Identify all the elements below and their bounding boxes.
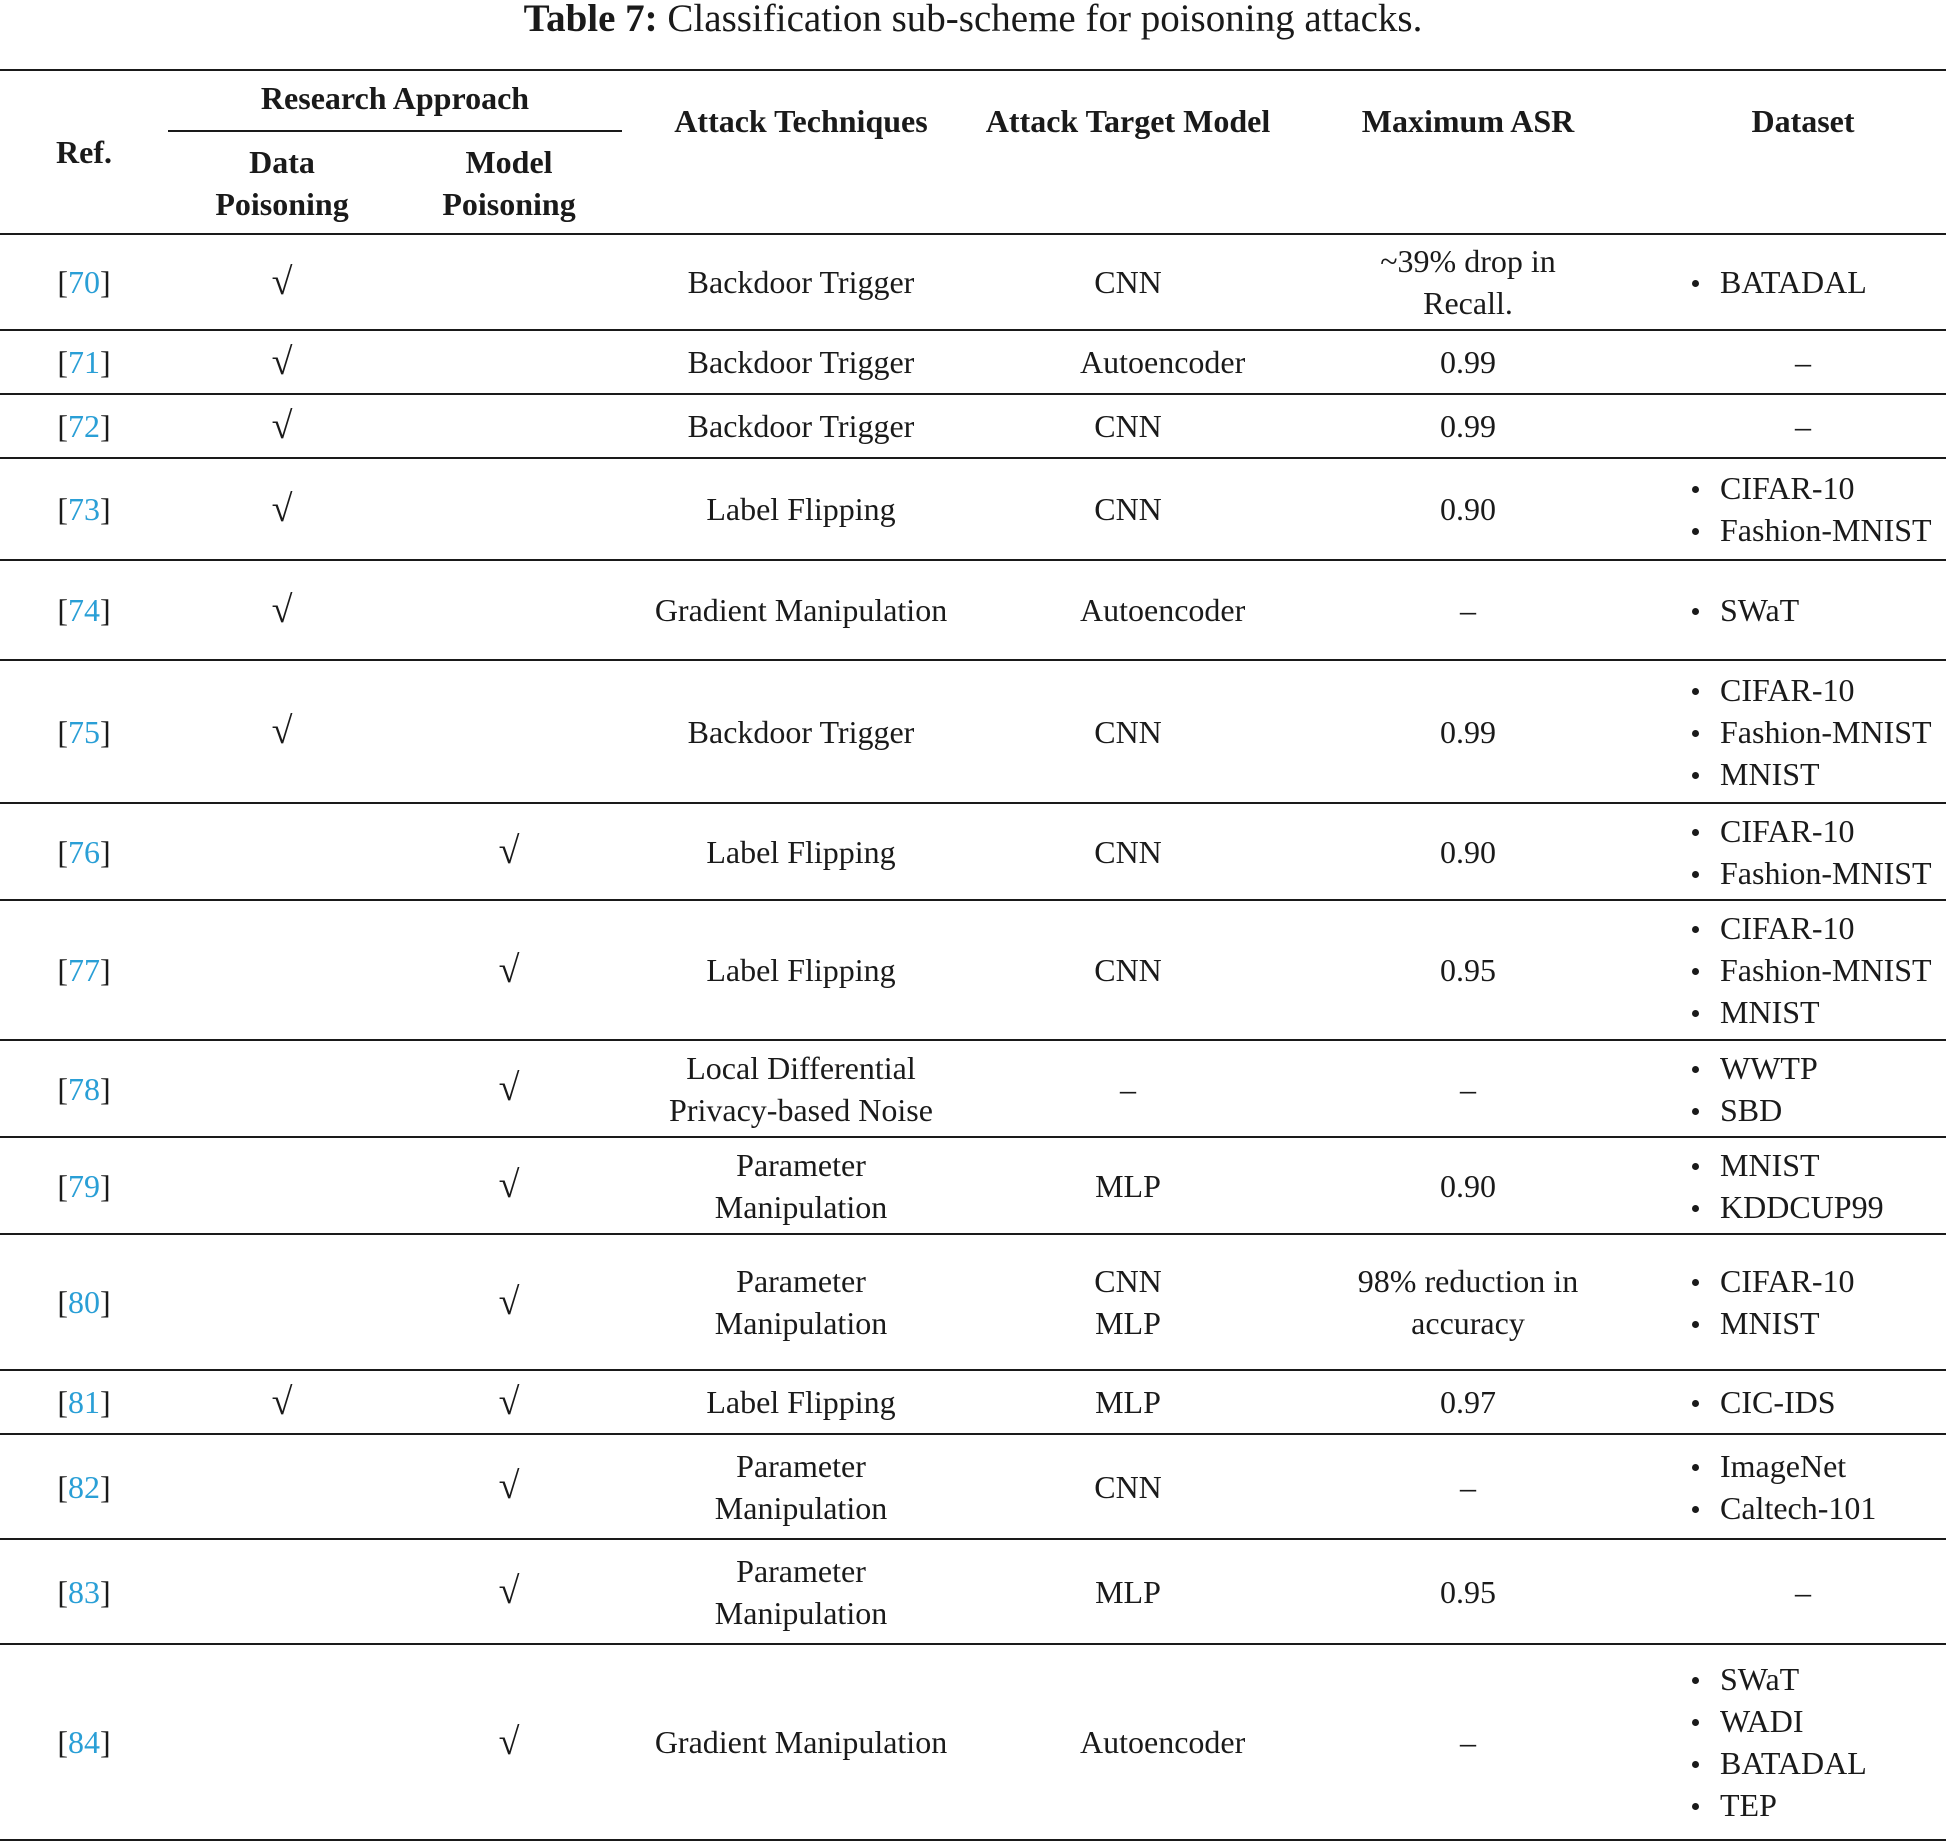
ref-link[interactable]: 81 [68,1384,100,1420]
dataset-item: SWaT [1688,1658,1867,1700]
dataset-item: Caltech-101 [1688,1487,1876,1529]
ref-cell: [72] [57,408,111,444]
maximum-asr-cell: 0.95 [1440,1573,1496,1610]
attack-technique-cell: Label Flipping [706,833,896,870]
dataset-cell [1660,1644,1946,1840]
ref-link[interactable]: 73 [68,491,100,527]
attack-target-cell: Autoencoder [1080,1724,1246,1760]
checkmark-icon: √ [498,1720,520,1763]
poisoning-attacks-table [0,69,1946,1841]
maximum-asr-cell: 0.90 [1440,833,1496,870]
data-poisoning-cell [168,1644,396,1840]
dataset-item: Fashion-MNIST [1688,852,1932,894]
data-poisoning-cell [168,1539,396,1644]
caption-label: Table 7: [523,0,658,40]
checkmark-icon: √ [498,830,520,872]
dataset-list [1688,467,1932,551]
dataset-item: MNIST [1688,1302,1855,1344]
maximum-asr-cell: – [1460,1070,1476,1107]
data-poisoning-cell [168,394,396,458]
dataset-cell [1660,660,1946,803]
data-poisoning-cell [168,1234,396,1370]
header-research-approach [168,70,622,132]
maximum-asr-cell: ~39% drop in Recall. [1380,243,1556,321]
ref-cell: [84] [57,1724,111,1760]
dataset-item: SBD [1688,1089,1818,1131]
attack-technique-cell: Backdoor Trigger [687,408,915,444]
maximum-asr-cell: 0.97 [1440,1384,1496,1420]
table-row [0,1137,1946,1234]
header-maximum-asr: Maximum ASR [1276,70,1660,234]
model-poisoning-cell [396,560,622,660]
dataset-cell [1660,458,1946,560]
dataset-item: WWTP [1688,1047,1818,1089]
dataset-item: WADI [1688,1700,1867,1742]
table-row [0,1644,1946,1840]
model-poisoning-cell [396,803,622,900]
header-attack-techniques: Attack Techniques [622,70,980,234]
caption-text: Classification sub-scheme for poisoning attacks. [667,0,1423,40]
table-row [0,330,1946,394]
table-row [0,803,1946,900]
maximum-asr-cell: – [1460,1468,1476,1505]
data-poisoning-cell [168,1137,396,1234]
data-poisoning-cell [168,234,396,330]
attack-technique-cell: Backdoor Trigger [687,713,915,750]
header-data-poisoning: Data Poisoning [215,143,349,222]
dataset-cell-empty: – [1795,1573,1811,1610]
attack-target-cell: Autoencoder [1080,592,1246,628]
dataset-list [1688,669,1932,795]
attack-target-cell: MLP [1095,1167,1161,1204]
ref-link[interactable]: 76 [68,833,100,870]
checkmark-icon: √ [498,1570,520,1612]
maximum-asr-cell: – [1460,1724,1476,1760]
dataset-item: SWaT [1688,589,1799,631]
model-poisoning-cell [396,1370,622,1434]
ref-link[interactable]: 79 [68,1167,100,1204]
maximum-asr-cell: 0.99 [1440,408,1496,444]
attack-target-cell: Autoencoder [1080,344,1246,380]
checkmark-icon: √ [271,1380,293,1423]
dataset-item: CIFAR-10 [1688,669,1932,711]
data-poisoning-cell [168,1040,396,1137]
ref-link[interactable]: 84 [68,1724,100,1760]
dataset-cell [1660,1137,1946,1234]
ref-link[interactable]: 74 [68,592,100,628]
ref-cell: [71] [57,344,111,380]
attack-target-cell: MLP [1095,1384,1161,1420]
table-row [0,660,1946,803]
model-poisoning-cell [396,330,622,394]
ref-cell: [80] [57,1284,111,1320]
dataset-item: Fashion-MNIST [1688,711,1932,753]
model-poisoning-cell [396,1539,622,1644]
table-row [0,1040,1946,1137]
attack-target-cell: CNN [1094,833,1162,870]
attack-technique-cell: Label Flipping [706,1384,896,1420]
attack-technique-cell: Parameter Manipulation [714,1447,888,1526]
dataset-list [1688,261,1867,303]
attack-technique-cell: Label Flipping [706,952,896,988]
checkmark-icon: √ [498,1280,520,1323]
data-poisoning-cell [168,1434,396,1539]
checkmark-icon: √ [271,404,293,447]
dataset-item: CIFAR-10 [1688,810,1932,852]
table-row [0,900,1946,1040]
model-poisoning-cell [396,660,622,803]
table-row [0,1234,1946,1370]
ref-cell: [73] [57,491,111,527]
dataset-list [1688,1381,1836,1423]
dataset-item: CIC-IDS [1688,1381,1836,1423]
ref-cell: [78] [57,1070,111,1107]
dataset-list [1688,1260,1855,1344]
ref-link[interactable]: 83 [68,1573,100,1610]
header-ref: Ref. [0,70,168,234]
ref-cell: [81] [57,1384,111,1420]
table-header [0,70,1946,234]
attack-technique-cell: Gradient Manipulation [654,592,948,628]
attack-target-cell: – [1120,1070,1136,1107]
ref-link[interactable]: 70 [68,264,100,300]
attack-technique-cell: Backdoor Trigger [687,264,915,300]
checkmark-icon: √ [271,710,293,752]
dataset-item: ImageNet [1688,1445,1876,1487]
dataset-item: KDDCUP99 [1688,1186,1884,1228]
ref-link[interactable]: 78 [68,1070,100,1107]
ref-cell: [75] [57,713,111,750]
data-poisoning-cell [168,900,396,1040]
data-poisoning-cell [168,660,396,803]
model-poisoning-cell [396,1434,622,1539]
model-poisoning-cell [396,234,622,330]
ref-link[interactable]: 82 [68,1468,100,1505]
maximum-asr-cell: 98% reduction in accuracy [1357,1263,1579,1341]
ref-cell: [83] [57,1573,111,1610]
header-attack-target-model: Attack Target Model [980,70,1276,234]
dataset-item: MNIST [1688,991,1932,1033]
attack-technique-cell: Label Flipping [706,491,896,527]
maximum-asr-cell: 0.95 [1440,952,1496,988]
maximum-asr-cell: 0.99 [1440,344,1496,380]
table-row [0,1370,1946,1434]
dataset-cell [1660,1434,1946,1539]
ref-cell: [74] [57,592,111,628]
checkmark-icon: √ [498,1067,520,1109]
dataset-cell [1660,234,1946,330]
model-poisoning-cell [396,394,622,458]
model-poisoning-cell [396,1644,622,1840]
dataset-cell [1660,900,1946,1040]
attack-target-cell: MLP [1095,1573,1161,1610]
model-poisoning-cell [396,458,622,560]
table-row [0,560,1946,660]
dataset-cell [1660,1370,1946,1434]
dataset-cell-empty: – [1795,344,1811,380]
table-row [0,394,1946,458]
dataset-item: CIFAR-10 [1688,1260,1855,1302]
maximum-asr-cell: 0.90 [1440,491,1496,527]
attack-technique-cell: Parameter Manipulation [714,1263,888,1341]
attack-target-cell: CNN [1094,952,1162,988]
checkmark-icon: √ [498,1465,520,1507]
dataset-list [1688,810,1932,894]
ref-cell: [70] [57,264,111,300]
checkmark-icon: √ [271,588,293,631]
data-poisoning-cell [168,560,396,660]
ref-link[interactable]: 72 [68,408,100,444]
checkmark-icon: √ [498,1164,520,1206]
header-research-approach-label: Research Approach [260,80,530,116]
dataset-cell [1660,560,1946,660]
attack-technique-cell: Parameter Manipulation [714,1146,888,1225]
dataset-item: Fashion-MNIST [1688,509,1932,551]
attack-target-cell: CNN MLP [1094,1263,1162,1341]
table-body [0,234,1946,1840]
checkmark-icon: √ [271,340,293,383]
maximum-asr-cell: 0.90 [1440,1167,1496,1204]
data-poisoning-cell [168,330,396,394]
data-poisoning-cell [168,803,396,900]
dataset-list [1688,1047,1818,1131]
dataset-cell [1660,803,1946,900]
ref-link[interactable]: 80 [68,1284,100,1320]
attack-technique-cell: Local Differential Privacy-based Noise [669,1049,933,1128]
dataset-item: CIFAR-10 [1688,907,1932,949]
ref-link[interactable]: 71 [68,344,100,380]
data-poisoning-cell [168,458,396,560]
attack-target-cell: CNN [1094,1468,1162,1505]
header-model-poisoning: Model Poisoning [442,143,576,222]
table-row [0,1434,1946,1539]
ref-cell: [76] [57,833,111,870]
dataset-item: MNIST [1688,753,1932,795]
dataset-item: Fashion-MNIST [1688,949,1932,991]
dataset-list [1688,907,1932,1033]
dataset-item: CIFAR-10 [1688,467,1932,509]
dataset-list [1688,1144,1884,1228]
dataset-list [1688,1658,1867,1826]
attack-target-cell: CNN [1094,713,1162,750]
ref-cell: [77] [57,952,111,988]
checkmark-icon: √ [271,487,293,530]
dataset-list [1688,1445,1876,1529]
table-caption [0,0,1946,38]
dataset-cell-empty: – [1795,408,1811,444]
attack-technique-cell: Gradient Manipulation [654,1724,948,1760]
checkmark-icon: √ [271,260,293,303]
maximum-asr-cell: 0.99 [1440,713,1496,750]
checkmark-icon: √ [498,1380,520,1423]
dataset-item: MNIST [1688,1144,1884,1186]
dataset-item: BATADAL [1688,1742,1867,1784]
checkmark-icon: √ [498,948,520,991]
attack-target-cell: CNN [1094,408,1162,444]
dataset-cell [1660,1040,1946,1137]
attack-technique-cell: Parameter Manipulation [714,1552,888,1631]
data-poisoning-cell [168,1370,396,1434]
attack-target-cell: CNN [1094,491,1162,527]
ref-cell: [82] [57,1468,111,1505]
attack-technique-cell: Backdoor Trigger [687,344,915,380]
model-poisoning-cell [396,1234,622,1370]
table-row [0,1539,1946,1644]
ref-link[interactable]: 77 [68,952,100,988]
dataset-item: BATADAL [1688,261,1867,303]
model-poisoning-cell [396,900,622,1040]
dataset-item: TEP [1688,1784,1867,1826]
attack-target-cell: CNN [1094,264,1162,300]
ref-cell: [79] [57,1167,111,1204]
header-dataset: Dataset [1660,70,1946,234]
dataset-cell [1660,1234,1946,1370]
dataset-list [1688,589,1799,631]
model-poisoning-cell [396,1137,622,1234]
model-poisoning-cell [396,1040,622,1137]
table-row [0,234,1946,330]
maximum-asr-cell: – [1460,592,1476,628]
ref-link[interactable]: 75 [68,713,100,750]
table-row [0,458,1946,560]
